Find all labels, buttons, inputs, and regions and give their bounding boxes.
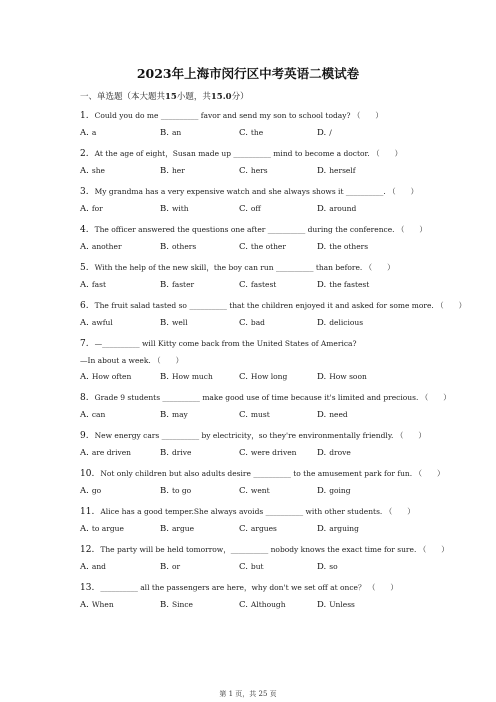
- option-d: [317, 164, 356, 178]
- option-c: [239, 316, 265, 330]
- option-text: her: [171, 166, 185, 175]
- question-stem: [80, 185, 440, 199]
- option-text: an: [171, 128, 182, 137]
- option-text: herself: [329, 166, 356, 175]
- section-score: 15.0: [210, 92, 232, 102]
- question-text: Not only children but also adults desire __________ to the amusement park for fun. （ ）: [100, 469, 445, 478]
- option-c: [239, 164, 268, 178]
- option-text: hers: [250, 166, 268, 175]
- option-text: can: [91, 410, 106, 419]
- option-letter: B.: [160, 318, 169, 328]
- option-text: the others: [329, 242, 369, 251]
- option-b: [160, 598, 193, 612]
- option-b: [160, 316, 188, 330]
- option-a: [80, 560, 106, 574]
- option-b: [160, 370, 213, 384]
- option-text: bad: [250, 318, 265, 327]
- option-letter: A.: [80, 280, 89, 290]
- option-b: [160, 446, 191, 460]
- options-row: [80, 164, 420, 177]
- question-text: __________ all the passengers are here，why don't we set off at once？ （ ）: [100, 583, 398, 592]
- option-b: [160, 278, 194, 292]
- option-letter: C.: [239, 318, 248, 328]
- option-c: [239, 278, 276, 292]
- option-a: [80, 522, 124, 536]
- option-letter: A.: [80, 600, 89, 610]
- option-text: well: [171, 318, 188, 327]
- option-text: the fastest: [329, 280, 370, 289]
- option-letter: C.: [239, 280, 248, 290]
- options-row: [80, 316, 420, 329]
- option-d: [317, 560, 338, 574]
- option-a: [80, 484, 101, 498]
- option-a: [80, 202, 103, 216]
- option-letter: D.: [317, 372, 327, 382]
- option-letter: B.: [160, 280, 169, 290]
- option-b: [160, 240, 196, 254]
- question-stem: [80, 543, 449, 557]
- option-text: Unless: [329, 600, 355, 609]
- question-text: The party will be held tomorrow，__________ nobody knows the exact time for sure. （ ）: [100, 545, 449, 554]
- option-letter: D.: [317, 600, 327, 610]
- option-text: are driven: [91, 448, 132, 457]
- option-c: [239, 560, 264, 574]
- option-letter: C.: [239, 486, 248, 496]
- option-d: [317, 126, 332, 140]
- option-text: arguing: [329, 524, 359, 533]
- option-text: How soon: [329, 372, 367, 381]
- option-text: drive: [171, 448, 192, 457]
- option-text: a: [91, 128, 97, 137]
- options-row: [80, 278, 420, 291]
- options-row: [80, 202, 420, 215]
- option-letter: C.: [239, 410, 248, 420]
- option-a: [80, 164, 105, 178]
- option-d: [317, 522, 359, 536]
- option-b: [160, 560, 180, 574]
- option-letter: A.: [80, 128, 89, 138]
- option-a: [80, 316, 113, 330]
- option-text: How long: [250, 372, 288, 381]
- option-letter: D.: [317, 242, 327, 252]
- option-a: [80, 278, 106, 292]
- option-letter: A.: [80, 242, 89, 252]
- question-text: The fruit salad tasted so __________ that the children enjoyed it and asked for some more. （ ）: [94, 301, 467, 310]
- option-letter: C.: [239, 562, 248, 572]
- question-number: 3.: [80, 187, 89, 197]
- options-row: [80, 522, 420, 535]
- option-b: [160, 126, 181, 140]
- option-letter: A.: [80, 448, 89, 458]
- options-row: [80, 446, 420, 459]
- options-row: [80, 598, 420, 611]
- option-text: off: [250, 204, 261, 213]
- question-number: 8.: [80, 393, 89, 403]
- option-b: [160, 408, 188, 422]
- option-text: awful: [91, 318, 113, 327]
- options-row: [80, 484, 420, 497]
- question-number: 5.: [80, 263, 89, 273]
- question-stem: [80, 505, 440, 519]
- option-letter: C.: [239, 372, 248, 382]
- option-text: others: [171, 242, 197, 251]
- option-text: Although: [250, 600, 286, 609]
- question-stem: [80, 337, 440, 351]
- option-letter: B.: [160, 166, 169, 176]
- option-text: drove: [329, 448, 351, 457]
- option-d: [317, 484, 351, 498]
- question-text: The officer answered the questions one after __________ during the conference. （ ）: [94, 225, 427, 234]
- question-stem: [80, 429, 440, 443]
- option-letter: D.: [317, 204, 327, 214]
- option-letter: D.: [317, 410, 327, 420]
- question-number: 10.: [80, 469, 95, 479]
- question-number: 12.: [80, 545, 95, 555]
- option-a: [80, 126, 96, 140]
- question-number: 1.: [80, 111, 89, 121]
- question-number: 7.: [80, 339, 89, 349]
- option-letter: C.: [239, 128, 248, 138]
- option-a: [80, 598, 114, 612]
- option-text: and: [91, 562, 106, 571]
- option-d: [317, 446, 351, 460]
- option-letter: A.: [80, 166, 89, 176]
- option-letter: B.: [160, 448, 169, 458]
- question-text: New energy cars __________ by electricity，so they're environmentally friendly. （ ）: [94, 431, 426, 440]
- section-header: [80, 90, 249, 102]
- question-number: 6.: [80, 301, 89, 311]
- option-letter: B.: [160, 242, 169, 252]
- option-letter: C.: [239, 242, 248, 252]
- option-c: [239, 370, 287, 384]
- section-prefix: 一、单选题（本大题共: [80, 92, 166, 102]
- question-number: 11.: [80, 507, 95, 517]
- section-suffix: 分）: [231, 92, 249, 102]
- option-a: [80, 240, 122, 254]
- question-number: 13.: [80, 583, 95, 593]
- option-b: [160, 202, 189, 216]
- option-text: going: [329, 486, 351, 495]
- option-c: [239, 126, 263, 140]
- option-text: the: [250, 128, 264, 137]
- question-reply-line: —In about a week. （ ）: [80, 356, 184, 365]
- option-c: [239, 522, 277, 536]
- question-text: Could you do me __________ favor and send my son to school today? （ ）: [94, 111, 383, 120]
- option-text: so: [329, 562, 338, 571]
- question-text: —__________ will Kitty come back from the United States of America?: [94, 339, 357, 348]
- question-text: My grandma has a very expensive watch and she always shows it __________. （ ）: [94, 187, 419, 196]
- option-text: /: [329, 128, 332, 137]
- question-text: Alice has a good temper.She always avoids __________ with other students. （ ）: [100, 507, 415, 516]
- question-stem: [80, 223, 440, 237]
- option-b: [160, 522, 194, 536]
- option-text: another: [91, 242, 122, 251]
- option-c: [239, 446, 296, 460]
- option-d: [317, 370, 367, 384]
- option-d: [317, 598, 355, 612]
- option-a: [80, 370, 131, 384]
- option-c: [239, 484, 270, 498]
- option-letter: D.: [317, 448, 327, 458]
- option-letter: B.: [160, 204, 169, 214]
- option-letter: C.: [239, 524, 248, 534]
- option-text: How much: [171, 372, 213, 381]
- option-letter: A.: [80, 372, 89, 382]
- option-letter: C.: [239, 448, 248, 458]
- option-d: [317, 316, 363, 330]
- option-text: for: [91, 204, 103, 213]
- option-a: [80, 446, 131, 460]
- options-row: [80, 408, 420, 421]
- question-stem: [80, 147, 440, 161]
- option-text: to argue: [91, 524, 124, 533]
- question-number: 9.: [80, 431, 89, 441]
- question-stem: [80, 467, 445, 481]
- option-text: need: [329, 410, 348, 419]
- option-letter: A.: [80, 562, 89, 572]
- options-row: [80, 560, 420, 573]
- option-letter: A.: [80, 486, 89, 496]
- options-row: [80, 240, 420, 253]
- option-letter: C.: [239, 204, 248, 214]
- option-text: or: [171, 562, 181, 571]
- option-letter: C.: [239, 166, 248, 176]
- option-text: When: [91, 600, 114, 609]
- page-title: 2023年上海市闵行区中考英语二模试卷: [136, 66, 360, 81]
- option-letter: B.: [160, 600, 169, 610]
- option-c: [239, 408, 270, 422]
- question-stem: [80, 299, 467, 313]
- option-letter: A.: [80, 410, 89, 420]
- option-text: with: [171, 204, 189, 213]
- section-count: 15: [165, 92, 177, 102]
- option-c: [239, 598, 286, 612]
- option-c: [239, 202, 261, 216]
- option-letter: D.: [317, 318, 327, 328]
- option-d: [317, 408, 348, 422]
- option-b: [160, 164, 185, 178]
- options-row: [80, 370, 420, 383]
- option-c: [239, 240, 286, 254]
- question-stem: [80, 109, 440, 123]
- option-b: [160, 484, 191, 498]
- question-stem: [80, 391, 451, 405]
- option-letter: A.: [80, 318, 89, 328]
- option-text: to go: [171, 486, 192, 495]
- option-text: argue: [171, 524, 195, 533]
- option-letter: B.: [160, 372, 169, 382]
- option-letter: B.: [160, 410, 169, 420]
- option-d: [317, 278, 369, 292]
- question-number: 2.: [80, 149, 89, 159]
- option-text: delicious: [329, 318, 364, 327]
- option-letter: B.: [160, 128, 169, 138]
- option-letter: D.: [317, 280, 327, 290]
- option-text: she: [91, 166, 105, 175]
- question-number: 4.: [80, 225, 89, 235]
- question-stem: [80, 261, 440, 275]
- option-text: faster: [171, 280, 195, 289]
- option-letter: C.: [239, 600, 248, 610]
- option-letter: A.: [80, 524, 89, 534]
- option-text: may: [171, 410, 188, 419]
- options-row: [80, 126, 420, 139]
- option-text: go: [91, 486, 102, 495]
- option-a: [80, 408, 105, 422]
- option-letter: D.: [317, 486, 327, 496]
- option-text: the other: [250, 242, 286, 251]
- option-text: around: [329, 204, 357, 213]
- option-text: went: [250, 486, 270, 495]
- question-text: At the age of eight，Susan made up __________ mind to become a doctor. （ ）: [94, 149, 403, 158]
- option-letter: B.: [160, 486, 169, 496]
- question-text: Grade 9 students __________ make good use of time because it's limited and precious. （ ）: [94, 393, 451, 402]
- question-text: With the help of the new skill，the boy can run __________ than before. （ ）: [94, 263, 395, 272]
- option-text: Since: [171, 600, 193, 609]
- option-text: How often: [91, 372, 132, 381]
- option-letter: A.: [80, 204, 89, 214]
- section-mid: 小题，共: [176, 92, 211, 102]
- option-letter: B.: [160, 562, 169, 572]
- option-letter: D.: [317, 562, 327, 572]
- option-text: must: [250, 410, 270, 419]
- option-text: fast: [91, 280, 106, 289]
- option-letter: D.: [317, 524, 327, 534]
- page-footer: 第 1 页，共 25 页: [219, 690, 277, 698]
- option-d: [317, 240, 368, 254]
- option-text: were driven: [250, 448, 297, 457]
- option-d: [317, 202, 356, 216]
- option-letter: D.: [317, 128, 327, 138]
- option-text: but: [250, 562, 264, 571]
- question-stem: [80, 581, 440, 595]
- option-text: argues: [250, 524, 277, 533]
- option-letter: D.: [317, 166, 327, 176]
- option-letter: B.: [160, 524, 169, 534]
- option-text: fastest: [250, 280, 277, 289]
